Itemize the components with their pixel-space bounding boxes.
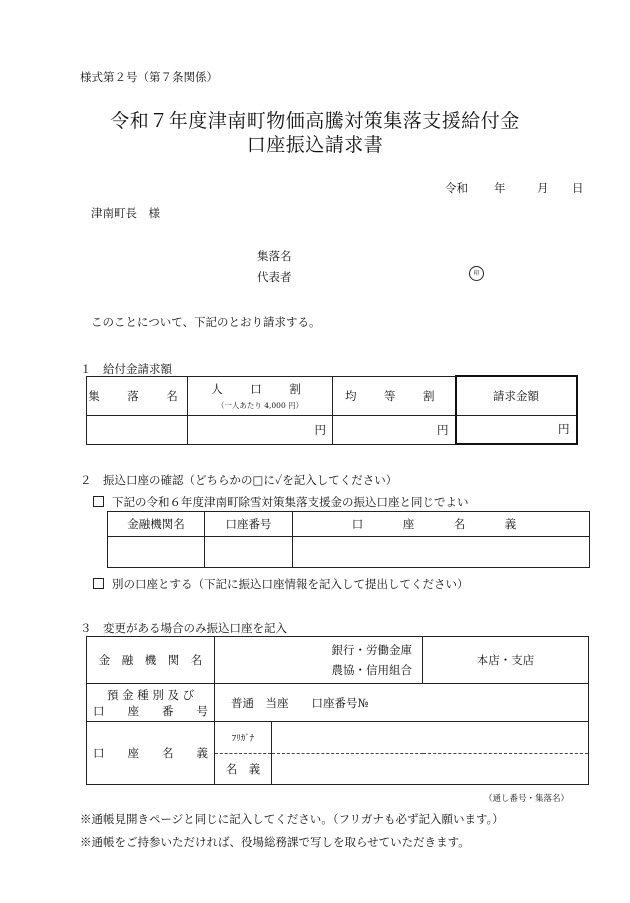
bank-name-cell bbox=[108, 537, 205, 568]
furigana-cell bbox=[272, 722, 589, 754]
col-bank-name: 金融機関名 bbox=[108, 512, 205, 537]
population-yen: 円 bbox=[188, 415, 333, 444]
section2-heading: ２ 振込口座の確認（どちらかの□に✓を記入してください） bbox=[80, 473, 398, 487]
claim-amount-table bbox=[86, 375, 578, 445]
population-note: （一人あたり 4,000 円） bbox=[216, 400, 304, 410]
account-holder-cell bbox=[293, 537, 590, 568]
footnote-2: ※通帳をご持参いただければ、役場総務課で写しを取らせていただきます。 bbox=[80, 835, 470, 849]
account-holder-label: 口 座 名 義 bbox=[87, 722, 215, 785]
option-other-account[interactable] bbox=[93, 576, 469, 592]
col-population: 人 口 割 （一人あたり 4,000 円） bbox=[188, 376, 333, 415]
equal-yen: 円 bbox=[333, 415, 456, 444]
branch-cell: 本店・支店 bbox=[423, 637, 589, 684]
previous-account-table bbox=[107, 511, 590, 568]
col-total: 請求金額 bbox=[456, 376, 577, 415]
new-account-table bbox=[86, 636, 589, 785]
form-number: 様式第２号（第７条関係） bbox=[80, 70, 218, 84]
col-account-holder: 口 座 名 義 bbox=[293, 512, 590, 537]
option-same-account-label: 下記の令和６年度津南町除雪対策集落支援金の振込口座と同じでよい bbox=[112, 495, 469, 509]
bank-label: 金 融 機 関 名 bbox=[87, 637, 215, 684]
checkbox-same-account[interactable] bbox=[93, 496, 104, 507]
village-cell bbox=[87, 415, 188, 444]
date-year: 年 bbox=[494, 181, 506, 195]
date-era: 令和 bbox=[445, 181, 468, 195]
section1-heading: １ 給付金請求額 bbox=[80, 362, 172, 376]
document-subtitle: 口座振込請求書 bbox=[246, 134, 384, 156]
checkbox-other-account[interactable] bbox=[93, 578, 104, 589]
account-number-cell bbox=[205, 537, 293, 568]
village-name-label: 集落名 bbox=[257, 249, 292, 263]
intro-text: このことについて、下記のとおり請求する。 bbox=[91, 315, 321, 329]
total-yen: 円 bbox=[456, 415, 577, 444]
name-cell bbox=[272, 754, 589, 785]
option-same-account[interactable] bbox=[93, 494, 469, 510]
section3-heading: ３ 変更がある場合のみ振込口座を記入 bbox=[80, 621, 287, 635]
account-type-values: 普通 当座 口座番号№ bbox=[215, 684, 589, 722]
col-account-number: 口座番号 bbox=[205, 512, 293, 537]
bank-types: 銀行・労働金庫 農協・信用組合 bbox=[215, 637, 423, 684]
name-label: 名 義 bbox=[215, 754, 272, 785]
date-month: 月 bbox=[537, 181, 549, 195]
col-village: 集 落 名 bbox=[87, 376, 188, 415]
serial-village-note: （通し番号・集落名） bbox=[484, 794, 570, 804]
footnote-1: ※通帳見開きページと同じに記入してください。（フリガナも必ず記入願います。） bbox=[80, 812, 504, 826]
representative-label: 代表者 bbox=[257, 270, 292, 284]
addressee: 津南町長 様 bbox=[91, 206, 160, 220]
seal-mark: 印 bbox=[469, 266, 484, 281]
document-title: 令和７年度津南町物価高騰対策集落支援給付金 bbox=[110, 110, 520, 132]
account-type-label: 預 金 種 別 及 び 口 座 番 号 bbox=[87, 684, 215, 722]
date-day: 日 bbox=[572, 181, 584, 195]
col-equal: 均 等 割 bbox=[333, 376, 456, 415]
furigana-label: ﾌﾘｶﾞﾅ bbox=[215, 722, 272, 754]
option-other-account-label: 別の口座とする（下記に振込口座情報を記入して提出してください） bbox=[112, 577, 469, 591]
